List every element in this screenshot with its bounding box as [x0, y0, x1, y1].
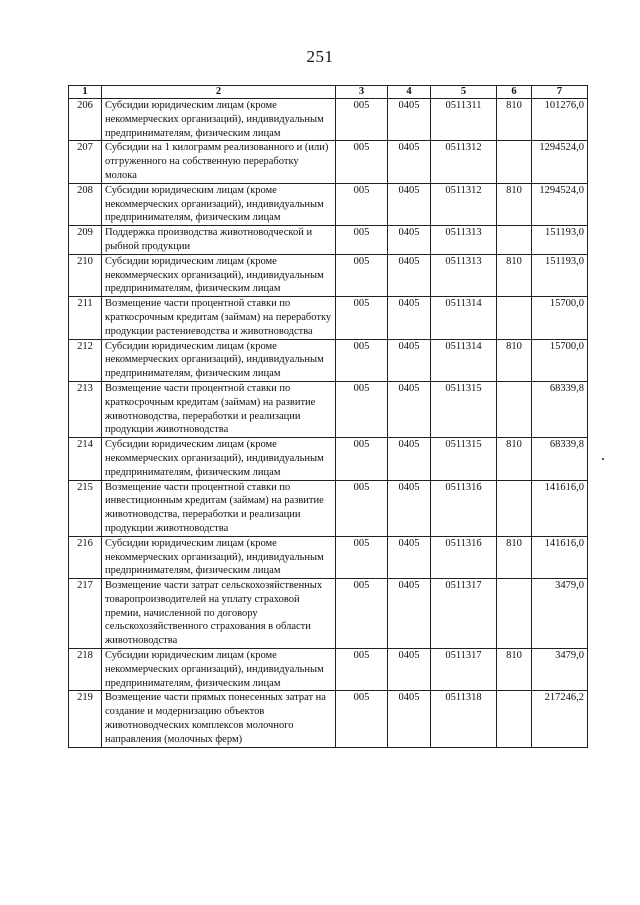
row-name: Возмещение части затрат сельскохозяйственных товаропроизводителей на уплату страховой премии, начисленной по договору сельскохозяйственного страхования в области животноводства	[102, 579, 336, 649]
row-number: 208	[69, 183, 102, 225]
col-header-1: 1	[69, 86, 102, 99]
admin-code: 005	[336, 99, 388, 141]
target-code: 0511311	[431, 99, 497, 141]
type-code: 810	[497, 339, 532, 381]
amount: 3479,0	[532, 649, 588, 691]
row-number: 212	[69, 339, 102, 381]
type-code: 810	[497, 99, 532, 141]
table-row	[69, 226, 588, 255]
amount: 141616,0	[532, 536, 588, 578]
row-name: Субсидии юридическим лицам (кроме некоммерческих организаций), индивидуальным предпринимателям, физическим лицам	[102, 536, 336, 578]
admin-code: 005	[336, 480, 388, 536]
row-number: 209	[69, 226, 102, 255]
amount: 141616,0	[532, 480, 588, 536]
target-code: 0511312	[431, 183, 497, 225]
col-header-6: 6	[497, 86, 532, 99]
target-code: 0511317	[431, 579, 497, 649]
target-code: 0511313	[431, 226, 497, 255]
section-code: 0405	[388, 254, 431, 296]
type-code: 810	[497, 536, 532, 578]
table-row	[69, 381, 588, 437]
section-code: 0405	[388, 99, 431, 141]
col-header-7: 7	[532, 86, 588, 99]
amount: 15700,0	[532, 339, 588, 381]
admin-code: 005	[336, 183, 388, 225]
row-number: 206	[69, 99, 102, 141]
amount: 3479,0	[532, 579, 588, 649]
admin-code: 005	[336, 691, 388, 747]
amount: 1294524,0	[532, 141, 588, 183]
row-number: 207	[69, 141, 102, 183]
target-code: 0511312	[431, 141, 497, 183]
admin-code: 005	[336, 226, 388, 255]
section-code: 0405	[388, 339, 431, 381]
amount: 101276,0	[532, 99, 588, 141]
section-code: 0405	[388, 536, 431, 578]
section-code: 0405	[388, 579, 431, 649]
admin-code: 005	[336, 254, 388, 296]
section-code: 0405	[388, 381, 431, 437]
row-name: Возмещение части прямых понесенных затрат на создание и модернизацию объектов животноводческих комплексов молочного направления (молочных ферм)	[102, 691, 336, 747]
row-name: Субсидии юридическим лицам (кроме некоммерческих организаций), индивидуальным предпринимателям, физическим лицам	[102, 438, 336, 480]
row-name: Субсидии юридическим лицам (кроме некоммерческих организаций), индивидуальным предпринимателям, физическим лицам	[102, 99, 336, 141]
table-row	[69, 297, 588, 339]
amount: 217246,2	[532, 691, 588, 747]
table-row	[69, 579, 588, 649]
col-header-5: 5	[431, 86, 497, 99]
admin-code: 005	[336, 649, 388, 691]
table-row	[69, 536, 588, 578]
target-code: 0511316	[431, 536, 497, 578]
table-row	[69, 649, 588, 691]
row-name: Субсидии юридическим лицам (кроме некоммерческих организаций), индивидуальным предпринимателям, физическим лицам	[102, 649, 336, 691]
type-code: 810	[497, 649, 532, 691]
section-code: 0405	[388, 480, 431, 536]
table-row	[69, 183, 588, 225]
type-code: 810	[497, 183, 532, 225]
row-name: Субсидии юридическим лицам (кроме некоммерческих организаций), индивидуальным предпринимателям, физическим лицам	[102, 339, 336, 381]
row-number: 216	[69, 536, 102, 578]
type-code	[497, 141, 532, 183]
row-name: Возмещение части процентной ставки по инвестиционным кредитам (займам) на развитие животноводства, переработки и реализации продукции животноводства	[102, 480, 336, 536]
row-name: Поддержка производства животноводческой и рыбной продукции	[102, 226, 336, 255]
row-name: Субсидии юридическим лицам (кроме некоммерческих организаций), индивидуальным предпринимателям, физическим лицам	[102, 254, 336, 296]
col-header-4: 4	[388, 86, 431, 99]
row-number: 211	[69, 297, 102, 339]
admin-code: 005	[336, 339, 388, 381]
target-code: 0511318	[431, 691, 497, 747]
row-number: 214	[69, 438, 102, 480]
admin-code: 005	[336, 141, 388, 183]
type-code: 810	[497, 254, 532, 296]
target-code: 0511317	[431, 649, 497, 691]
table-row	[69, 438, 588, 480]
target-code: 0511315	[431, 381, 497, 437]
amount: 1294524,0	[532, 183, 588, 225]
header-row	[69, 86, 588, 99]
section-code: 0405	[388, 649, 431, 691]
section-code: 0405	[388, 141, 431, 183]
budget-table	[68, 85, 588, 748]
admin-code: 005	[336, 438, 388, 480]
page-number: 251	[306, 47, 334, 66]
scan-speck	[602, 458, 604, 460]
section-code: 0405	[388, 226, 431, 255]
target-code: 0511315	[431, 438, 497, 480]
row-number: 218	[69, 649, 102, 691]
section-code: 0405	[388, 691, 431, 747]
row-number: 210	[69, 254, 102, 296]
admin-code: 005	[336, 381, 388, 437]
amount: 68339,8	[532, 381, 588, 437]
type-code	[497, 579, 532, 649]
amount: 68339,8	[532, 438, 588, 480]
target-code: 0511314	[431, 339, 497, 381]
type-code	[497, 381, 532, 437]
table-row	[69, 99, 588, 141]
section-code: 0405	[388, 183, 431, 225]
type-code	[497, 480, 532, 536]
row-number: 219	[69, 691, 102, 747]
table-row	[69, 480, 588, 536]
section-code: 0405	[388, 438, 431, 480]
table-row	[69, 339, 588, 381]
col-header-2: 2	[102, 86, 336, 99]
section-code: 0405	[388, 297, 431, 339]
type-code: 810	[497, 438, 532, 480]
row-number: 215	[69, 480, 102, 536]
amount: 151193,0	[532, 226, 588, 255]
col-header-3: 3	[336, 86, 388, 99]
row-number: 213	[69, 381, 102, 437]
row-name: Возмещение части процентной ставки по краткосрочным кредитам (займам) на переработку продукции растениеводства и животноводства	[102, 297, 336, 339]
table-body	[69, 99, 588, 748]
row-name: Субсидии на 1 килограмм реализованного и (или) отгруженного на собственную переработку молока	[102, 141, 336, 183]
admin-code: 005	[336, 579, 388, 649]
row-name: Субсидии юридическим лицам (кроме некоммерческих организаций), индивидуальным предпринимателям, физическим лицам	[102, 183, 336, 225]
target-code: 0511314	[431, 297, 497, 339]
type-code	[497, 226, 532, 255]
table-row	[69, 254, 588, 296]
table-row	[69, 141, 588, 183]
row-number: 217	[69, 579, 102, 649]
admin-code: 005	[336, 536, 388, 578]
amount: 151193,0	[532, 254, 588, 296]
type-code	[497, 297, 532, 339]
type-code	[497, 691, 532, 747]
row-name: Возмещение части процентной ставки по краткосрочным кредитам (займам) на развитие животноводства, переработки и реализации продукции животноводства	[102, 381, 336, 437]
table-row	[69, 691, 588, 747]
target-code: 0511313	[431, 254, 497, 296]
admin-code: 005	[336, 297, 388, 339]
amount: 15700,0	[532, 297, 588, 339]
target-code: 0511316	[431, 480, 497, 536]
